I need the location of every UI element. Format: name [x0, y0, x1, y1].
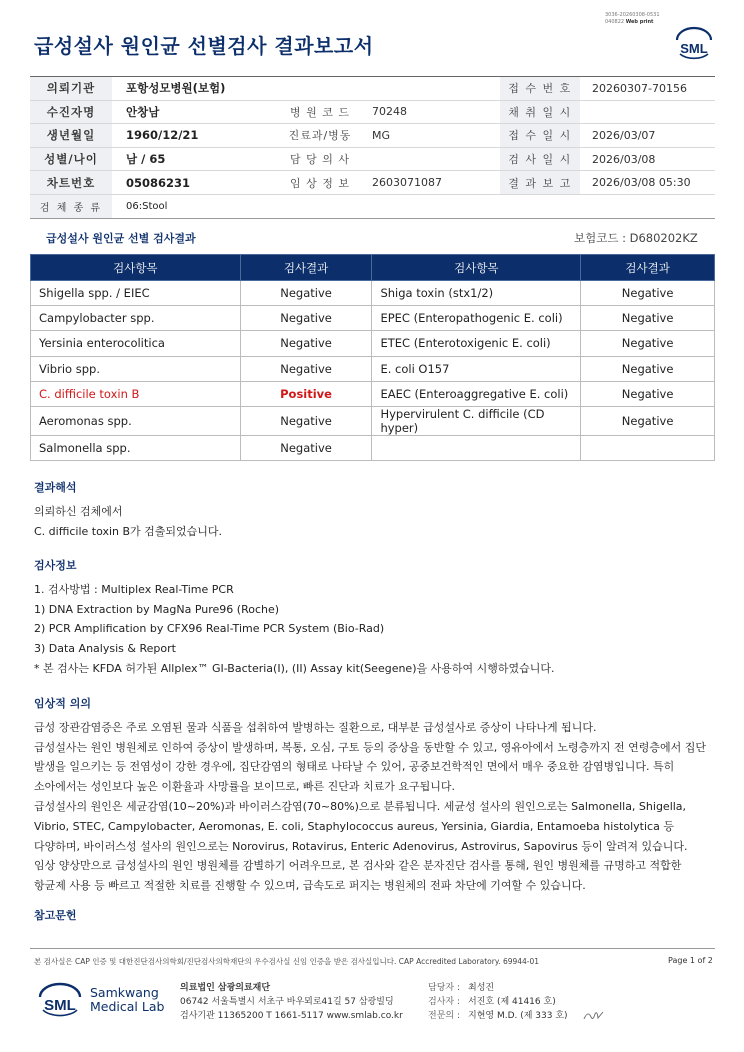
test-item: ETEC (Enterotoxigenic E. coli) — [372, 331, 581, 356]
print-meta-line1: 3036-20260308-0531 — [605, 12, 660, 18]
test-info-line: * 본 검사는 KFDA 허가된 Allplex™ GI-Bacteria(I), (II) Assay kit(Seegene)을 사용하여 시행하였습니다. — [34, 661, 555, 675]
print-meta-code: 040822 — [605, 19, 625, 25]
results-table — [30, 254, 715, 461]
staff-value: 서진호 (제 41416 호) — [468, 997, 556, 1007]
test-item: EPEC (Enteropathogenic E. coli) — [372, 306, 581, 331]
staff-info — [428, 981, 568, 1023]
value-birth-date: 1960/12/21 — [126, 128, 199, 143]
test-result: Negative — [581, 356, 715, 381]
clinical-line: 급성 장관감염증은 주로 오염된 물과 식품을 섭취하여 발병하는 질환으로, 대부분 급성설사로 증상이 나타나게 됩니다. — [34, 720, 597, 734]
organization-info — [180, 981, 403, 1023]
value-report-date: 2026/03/08 05:30 — [592, 176, 691, 190]
sml-logo-text: SML — [44, 997, 76, 1014]
logo-name-line2: Medical Lab — [90, 999, 165, 1014]
clinical-section — [34, 694, 714, 896]
test-result: Negative — [581, 406, 715, 435]
value-test-date: 2026/03/08 — [592, 152, 656, 166]
test-item: Aeromonas spp. — [31, 406, 241, 435]
test-info-line: 1. 검사방법 : Multiplex Real-Time PCR — [34, 582, 234, 596]
table-row — [31, 406, 715, 435]
header-test-item: 검사항목 — [31, 255, 241, 281]
value-sex-age: 남 / 65 — [126, 152, 166, 167]
label-hospital-code: 병 원 코 드 — [290, 105, 350, 119]
label-clinical-info: 임 상 정 보 — [290, 176, 350, 190]
patient-info — [30, 76, 715, 219]
label-collection-date: 채 취 일 시 — [500, 101, 580, 124]
test-result: Negative — [240, 435, 372, 460]
label-specimen-type: 검 체 종 류 — [30, 195, 112, 218]
clinical-line: 소아에서는 성인보다 높은 이환율과 사망률을 보이므로, 빠른 진단과 치료가 요구됩니다. — [34, 780, 455, 794]
header-test-result: 검사결과 — [240, 255, 372, 281]
clinical-line: Vibrio, STEC, Campylobacter, Aeromonas, E. coli, Staphylococcus aureus, Yersinia, Giardia, Entamoeba histolytica 등 — [34, 819, 674, 833]
header-test-result: 검사결과 — [581, 255, 715, 281]
value-chart-no: 05086231 — [126, 175, 191, 190]
staff-label: 담당자 : — [428, 983, 460, 993]
clinical-line: 급성설사의 원인은 세균감염(10~20%)과 바이러스감염(70~80%)으로 분류됩니다. 세균성 설사의 원인으로는 Salmonella, Shigella, — [34, 799, 687, 813]
label-requesting-org: 의뢰기관 — [30, 77, 112, 100]
test-info-section — [34, 556, 555, 679]
test-result: Negative — [581, 381, 715, 406]
table-row — [31, 281, 715, 306]
value-patient-name: 안창남 — [126, 104, 160, 119]
test-item: Yersinia enterocolitica — [31, 331, 241, 356]
label-test-date: 검 사 일 시 — [500, 148, 580, 171]
label-received-date: 접 수 일 시 — [500, 124, 580, 147]
test-result: Negative — [581, 281, 715, 306]
org-contact: 검사기관 11365200 T 1661-5117 www.smlab.co.kr — [180, 1011, 403, 1021]
footer-note: 본 검사실은 CAP 인증 및 대한진단검사의학회/진단검사의학재단의 우수검사실 신임 인증을 받은 검사실입니다. CAP Accredited Laboratory. 69944-01 — [34, 957, 540, 966]
value-received-date: 2026/03/07 — [592, 128, 656, 142]
test-info-line: 1) DNA Extraction by MagNa Pure96 (Roche) — [34, 602, 280, 616]
test-item — [372, 435, 581, 460]
label-physician: 담 당 의 사 — [290, 153, 350, 167]
value-clinical-info: 2603071087 — [372, 176, 442, 190]
test-item: Shigella spp. / EIEC — [31, 281, 241, 306]
test-result: Negative — [240, 406, 372, 435]
table-row — [31, 435, 715, 460]
test-item: Salmonella spp. — [31, 435, 241, 460]
interpretation-line: 의뢰하신 검체에서 — [34, 504, 123, 518]
staff-value: 지현영 M.D. (제 333 호) — [468, 1011, 568, 1021]
footer-divider — [30, 948, 715, 949]
test-item: EAEC (Enteroaggregative E. coli) — [372, 381, 581, 406]
org-address: 06742 서울특별시 서초구 바우뫼로41길 57 삼광빌딩 — [180, 997, 394, 1007]
test-info-line: 2) PCR Amplification by CFX96 Real-Time PCR System (Bio-Rad) — [34, 622, 385, 636]
label-accession-no: 접 수 번 호 — [500, 77, 580, 100]
org-name: 의료법인 삼광의료재단 — [180, 983, 271, 993]
test-item: Hypervirulent C. difficile (CD hyper) — [372, 406, 581, 435]
label-patient-name: 수진자명 — [30, 101, 112, 124]
interpretation-section — [34, 478, 222, 541]
clinical-line: 다양하며, 바이러스성 설사의 원인으로는 Norovirus, Rotavirus, Enteric Adenovirus, Astrovirus, Sapovirus 등이 알려져 있습니다. — [34, 839, 688, 853]
staff-label: 검사자 : — [428, 997, 460, 1007]
sml-logo-icon — [36, 982, 84, 1018]
test-item: Vibrio spp. — [31, 356, 241, 381]
test-result: Negative — [240, 281, 372, 306]
clinical-line: 급성설사는 원인 병원체로 인하여 증상이 발생하며, 복통, 오심, 구토 등의 증상을 동반할 수 있고, 영유아에서 노령층까지 전 연령층에서 집단 — [34, 740, 706, 754]
table-row — [31, 356, 715, 381]
results-section-title: 급성설사 원인균 선별 검사결과 — [46, 232, 196, 245]
report-title: 급성설사 원인균 선별검사 결과보고서 — [34, 34, 374, 58]
logo-name-line1: Samkwang — [90, 985, 159, 1000]
clinical-heading: 임상적 의의 — [34, 697, 91, 710]
value-hospital-code: 70248 — [372, 105, 407, 119]
info-row-specimen — [30, 195, 715, 219]
value-accession-no: 20260307-70156 — [592, 81, 687, 95]
test-result: Negative — [581, 306, 715, 331]
test-result: Negative — [240, 306, 372, 331]
print-meta-label: Web print — [625, 19, 654, 25]
sml-logo-icon — [672, 26, 716, 62]
header-test-item: 검사항목 — [372, 255, 581, 281]
staff-value: 최성진 — [468, 983, 495, 993]
test-item: Campylobacter spp. — [31, 306, 241, 331]
test-info-line: 3) Data Analysis & Report — [34, 642, 176, 656]
signature-image — [582, 1008, 606, 1022]
info-row — [30, 148, 715, 172]
test-item: E. coli O157 — [372, 356, 581, 381]
test-result: Negative — [240, 331, 372, 356]
info-row — [30, 101, 715, 125]
staff-label: 전문의 : — [428, 1011, 460, 1021]
sml-logo — [672, 26, 716, 62]
value-requesting-org: 포항성모병원(보험) — [126, 81, 226, 96]
interpretation-line: C. difficile toxin B가 검출되었습니다. — [34, 524, 223, 538]
label-birth-date: 생년월일 — [30, 124, 112, 147]
test-item-positive: C. difficile toxin B — [31, 381, 241, 406]
value-department: MG — [372, 128, 391, 142]
clinical-line: 임상 양상만으로 급성설사의 원인 병원체를 감별하기 어려우므로, 본 검사와 같은 분자진단 검사를 통해, 원인 병원체를 규명하고 적합한 — [34, 859, 682, 873]
label-chart-no: 차트번호 — [30, 171, 112, 194]
test-result: Negative — [581, 331, 715, 356]
test-result: Negative — [240, 356, 372, 381]
label-report-date: 결 과 보 고 — [500, 171, 580, 194]
references-heading: 참고문헌 — [34, 909, 77, 922]
info-row — [30, 171, 715, 195]
print-meta — [605, 12, 660, 26]
footer-logo — [36, 982, 164, 1018]
label-sex-age: 성별/나이 — [30, 148, 112, 171]
clinical-line: 항균제 사용 등 빠르고 적절한 치료를 진행할 수 있으며, 급속도로 퍼지는 병원체의 전파 차단에 기여할 수 있습니다. — [34, 879, 586, 893]
table-row-positive — [31, 381, 715, 406]
label-department: 진료과/병동 — [288, 129, 352, 143]
insurance-code: 보험코드 : D680202KZ — [574, 231, 698, 245]
results-header-row — [31, 255, 715, 281]
table-row — [31, 331, 715, 356]
sml-logo-text: SML — [680, 41, 708, 56]
info-row — [30, 124, 715, 148]
test-info-heading: 검사정보 — [34, 559, 77, 572]
page-number: Page 1 of 2 — [668, 956, 713, 965]
value-specimen-type: 06:Stool — [126, 200, 168, 212]
test-result — [581, 435, 715, 460]
clinical-line: 발생을 일으키는 등 전염성이 강한 경우에, 집단감염의 형태로 나타날 수 있어, 공중보건학적인 면에서 매우 중요한 감염병입니다. 특히 — [34, 760, 675, 774]
info-row — [30, 77, 715, 101]
table-row — [31, 306, 715, 331]
test-result-positive: Positive — [240, 381, 372, 406]
interpretation-heading: 결과해석 — [34, 481, 77, 494]
test-item: Shiga toxin (stx1/2) — [372, 281, 581, 306]
